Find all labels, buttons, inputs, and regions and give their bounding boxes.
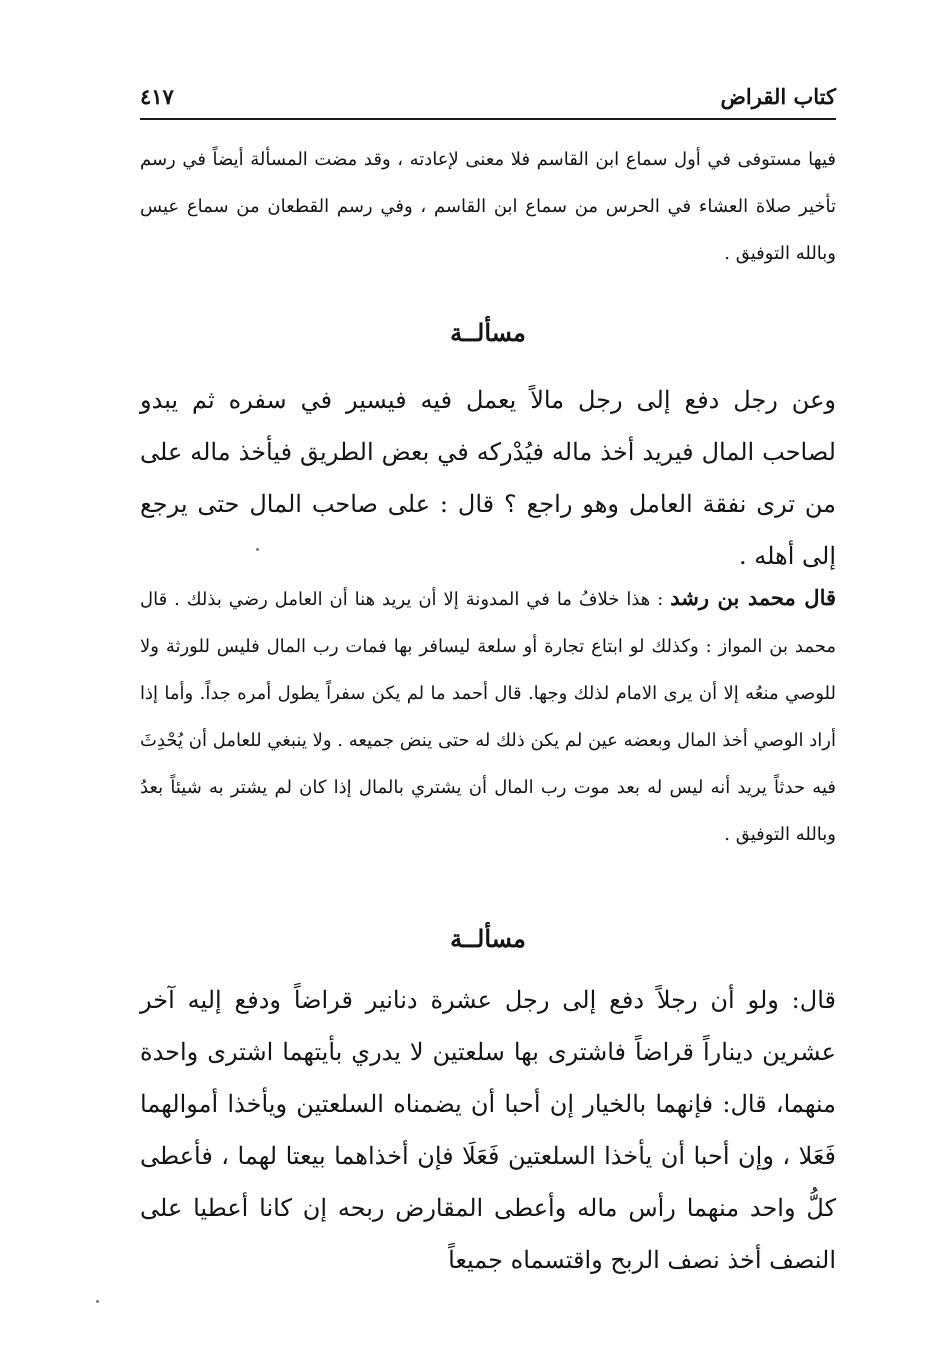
page-header (140, 78, 836, 120)
scan-speck (256, 548, 259, 551)
commentary-lead: قال محمد بن رشد (670, 585, 837, 610)
scan-speck (96, 1300, 99, 1303)
paragraph-4: قال: ولو أن رجلاً دفع إلى رجل عشرة دنانير قراضاً ودفع إليه آخر عشرين ديناراً قراضاً فاشترى بها سلعتين لا يدري بأيتهما اشترى واحدة منهما، قال: فإنهما بالخيار إن أحبا أن يضمناه السلعتين ويأخذا أموالهما فَعَلا ، وإن أحبا أن يأخذا السلعتين فَعَلَا فإن أخذاهما بيعتا لهما ، فأعطى كلُّ واحد منهما رأس ماله وأعطى المقارض ربحه إن كانا أعطيا على النصف أخذ نصف الربح واقتسماه جميعاً (140, 986, 836, 1274)
paragraph-3 (140, 574, 836, 858)
paragraph-2: وعن رجل دفع إلى رجل مالاً يعمل فيه فيسير في سفره ثم يبدو لصاحب المال فيريد أخذ ماله فيُدْركه في بعض الطريق فيأخذ ماله على من ترى نفقة العامل وهو راجع ؟ قال : على صاحب المال حتى يرجع إلى أهله . (140, 386, 836, 570)
page-number: ٤١٧ (140, 84, 174, 109)
commentary-text: : هذا خلافُ ما في المدونة إلا أن يريد هنا أن العامل رضي بذلك . قال محمد بن المواز : وكذلك لو ابتاع تجارة أو سلعة ليسافر بها فمات رب المال فليس للورثة ولا للوصي منعُه إلا أن يرى الامام لذلك وجها. قال أحمد ما لم يكن سفراً يطول أمره جداً. وأما إذا أراد الوصي أخذ المال وبعضه عين لم يكن ذلك له حتى ينض جميعه . ولا ينبغي للعامل أن يُحْدِثَ فيه حدثاً يريد أنه ليس له بعد موت رب المال أن يشتري بالمال إذا كان لم يشتر به شيئاً بعدُ وبالله التوفيق . (140, 589, 836, 845)
section-heading-1: مسألــة (450, 318, 526, 347)
section-heading-2: مسألــة (450, 924, 526, 953)
paragraph-1: فيها مستوفى في أول سماع ابن القاسم فلا معنى لإعادته ، وقد مضت المسألة أيضاً في رسم تأخير صلاة العشاء في الحرس من سماع ابن القاسم ، وفي رسم القطعان من سماع عيس وبالله التوفيق . (140, 149, 836, 264)
running-title: كتاب القراض (720, 84, 836, 109)
